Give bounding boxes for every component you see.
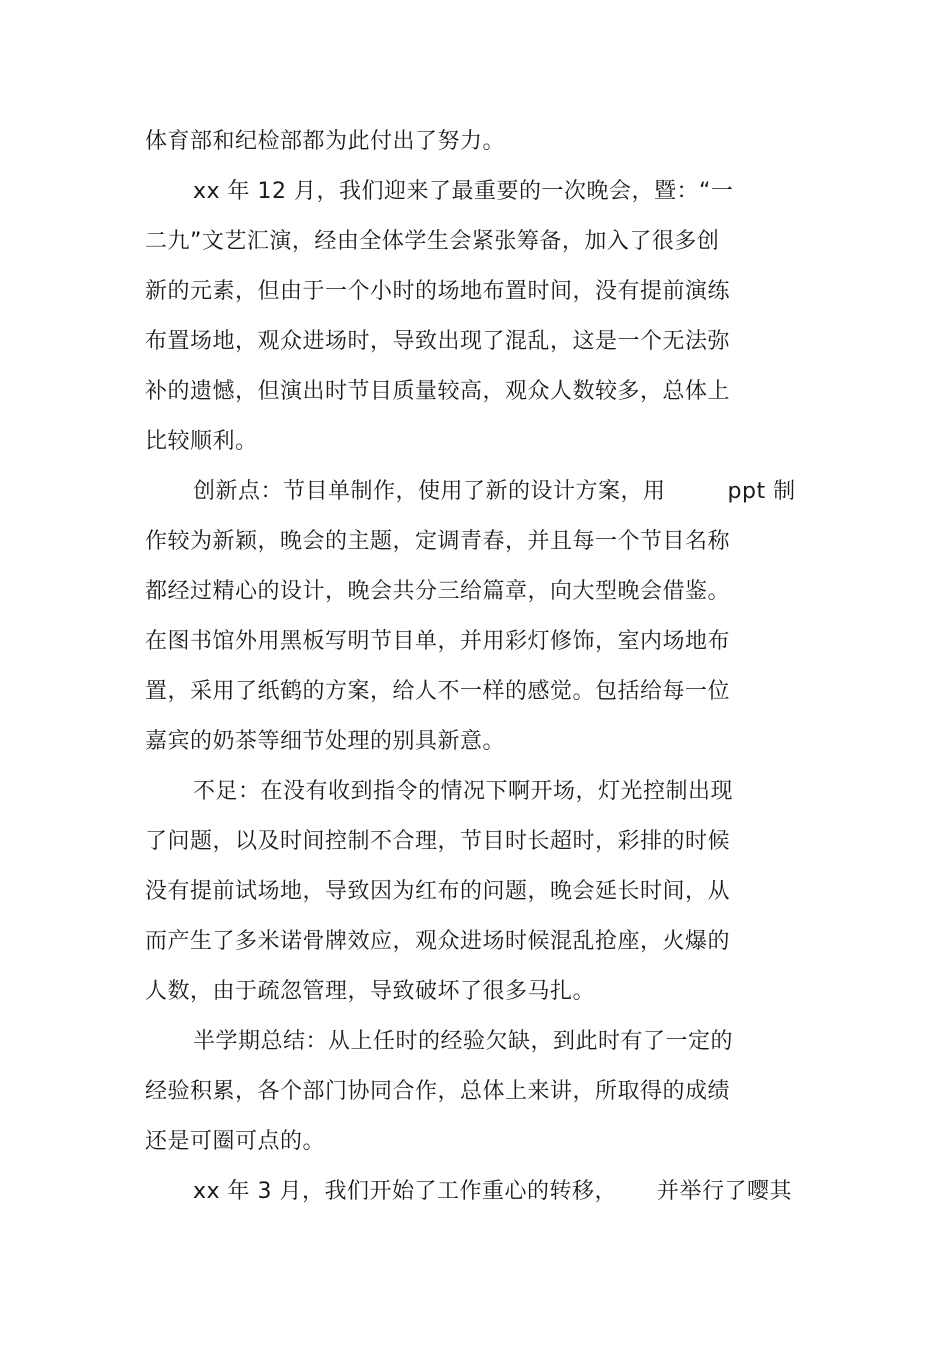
text-line: 二九”文艺汇演，经由全体学生会紧张筹备，加入了很多创 [145, 229, 720, 254]
text-line [193, 1177, 792, 1207]
text-line: 布置场地，观众进场时，导致出现了混乱，这是一个无法弥 [145, 329, 731, 354]
text-line: 而产生了多米诺骨牌效应，观众进场时候混乱抢座，火爆的 [145, 929, 731, 954]
text-line: 补的遗憾，但演出时节目质量较高，观众人数较多，总体上 [145, 379, 731, 404]
text-line: 不足：在没有收到指令的情况下啊开场，灯光控制出现 [193, 779, 734, 804]
text-line: 都经过精心的设计，晚会共分三给篇章，向大型晚会借鉴。 [145, 579, 731, 604]
text-line: 在图书馆外用黑板写明节目单，并用彩灯修饰，室内场地布 [145, 629, 731, 654]
text-line: 了问题，以及时间控制不合理，节目时长超时，彩排的时候 [145, 829, 731, 854]
text-segment: xx 年 3 月，我们开始了工作重心的转移， [193, 1179, 618, 1204]
text-line: xx 年 12 月，我们迎来了最重要的一次晚会，暨：“一 [193, 179, 734, 204]
text-line: 比较顺利。 [145, 429, 258, 454]
text-line: 经验积累，各个部门协同合作，总体上来讲，所取得的成绩 [145, 1079, 731, 1104]
text-line: 半学期总结：从上任时的经验欠缺，到此时有了一定的 [193, 1029, 734, 1054]
text-line: 嘉宾的奶茶等细节处理的别具新意。 [145, 729, 506, 754]
text-line: 人数，由于疏忽管理，导致破坏了很多马扎。 [145, 979, 596, 1004]
text-line: 体育部和纪检部都为此付出了努力。 [145, 129, 506, 154]
text-line [193, 477, 796, 507]
text-segment: 并举行了嘤其 [657, 1179, 793, 1204]
text-segment: 创新点：节目单制作，使用了新的设计方案，用 [193, 479, 666, 504]
text-line: 没有提前试场地，导致因为红布的问题，晚会延长时间，从 [145, 879, 731, 904]
text-segment: ppt 制 [727, 479, 796, 504]
text-line: 新的元素，但由于一个小时的场地布置时间，没有提前演练 [145, 279, 731, 304]
text-line: 置，采用了纸鹤的方案，给人不一样的感觉。包括给每一位 [145, 679, 731, 704]
text-line: 还是可圈可点的。 [145, 1129, 326, 1154]
text-line: 作较为新颖，晚会的主题，定调青春，并且每一个节目名称 [145, 529, 731, 554]
